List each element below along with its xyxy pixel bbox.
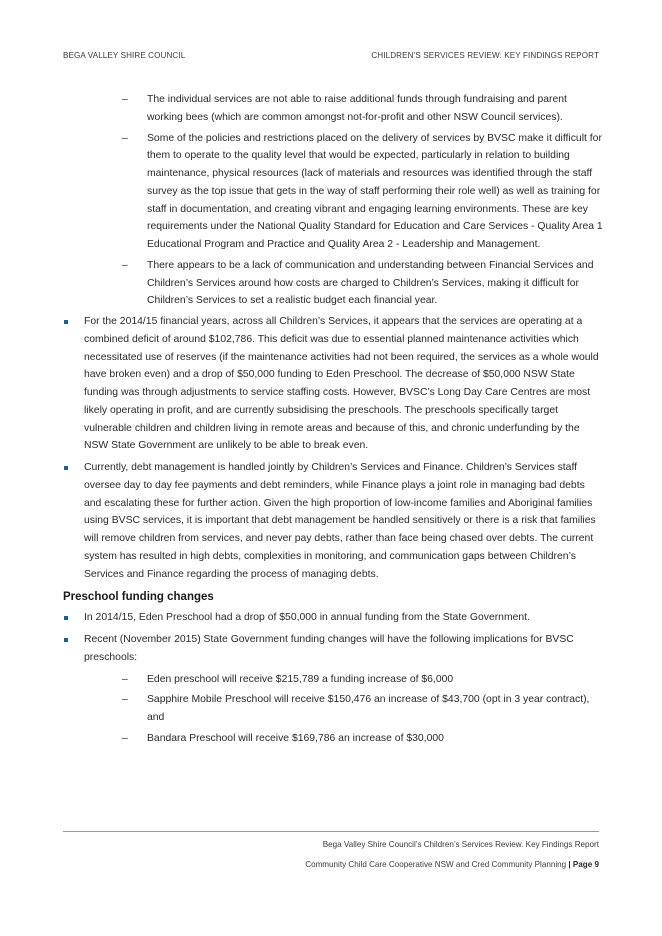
subpoint-text: There appears to be a lack of communication and understanding between Financial Services and Children’s Services around how costs are charged to Children’s Services, making it difficult for Children’s Services to set a realistic budget each financial year.	[147, 259, 594, 307]
dash-marker: –	[122, 673, 128, 685]
header-council-name: BEGA VALLEY SHIRE COUNCIL	[63, 51, 186, 60]
bullet-item	[63, 459, 603, 583]
subpoint	[63, 91, 603, 127]
dash-marker: –	[122, 94, 128, 105]
page-number: Page 9	[570, 860, 599, 869]
square-bullet-icon	[64, 638, 68, 642]
square-bullet-icon	[64, 616, 68, 620]
dash-marker: –	[122, 694, 128, 706]
subpoint	[63, 130, 603, 254]
subpoint	[63, 691, 603, 727]
footer-report-title: Bega Valley Shire Council’s Children’s Services Review. Key Findings Report	[322, 840, 599, 849]
subpoint	[63, 730, 603, 748]
header-report-title: CHILDREN’S SERVICES REVIEW: KEY FINDINGS REPORT	[371, 51, 599, 60]
dash-marker: –	[122, 132, 128, 144]
subpoint-text: Some of the policies and restrictions placed on the delivery of services by BVSC make it difficult for them to operate to the quality level that would be expected, particularly in relation to building maintenance, physical resources (lack of materials and resources was identified through the staff survey as the top issue that gets in the way of staff performing their role well) as well as training for staff in documentation, and creating vibrant and engaging learning environments. These are key requirements under the National Quality Standard for Education and Care Services - Quality Area 1 Educational Program and Practice and Quality Area 2 - Leadership and Management.	[147, 132, 603, 250]
body-content	[63, 91, 603, 751]
footer-authors: Community Child Care Cooperative NSW and Cred Community Planning	[305, 860, 569, 869]
running-header	[63, 51, 599, 60]
subpoint	[63, 671, 603, 689]
bullet-text: For the 2014/15 financial years, across all Children’s Services, it appears that the services are operating at a combined deficit of around $102,786. This deficit was due to essential planned maintenance activities which necessitated use of reserves (if the maintenance activities had not been required, the services as a whole would have broken even) and a drop of $50,000 funding to Eden Preschool. The decrease of $50,000 NSW State funding was through adjustments to service staffing costs. However, BVSC’s Long Day Care Centres are most likely operating in profit, and are currently subsidising the preschools. The preschools specifically target vulnerable children and children living in remote areas and because of this, and chronic underfunding by the NSW State Government are unlikely to be able to break even.	[84, 316, 599, 452]
dash-marker: –	[122, 259, 128, 271]
subpoint-text: Sapphire Mobile Preschool will receive $150,476 an increase of $43,700 (opt in 3 year contract), and	[147, 694, 590, 723]
subpoint-text: Bandara Preschool will receive $169,786 an increase of $30,000	[147, 732, 444, 744]
bullet-item	[63, 631, 603, 667]
subpoint-text: Eden preschool will receive $215,789 a funding increase of $6,000	[147, 673, 454, 685]
bullet-text: Recent (November 2015) State Government funding changes will have the following implications for BVSC preschools:	[84, 634, 574, 663]
dash-marker: –	[122, 732, 128, 744]
bullet-text: In 2014/15, Eden Preschool had a drop of $50,000 in annual funding from the State Government.	[84, 612, 530, 624]
footer-credits	[305, 860, 599, 869]
bullet-text: Currently, debt management is handled jointly by Children’s Services and Finance. Children’s Services staff oversee day to day fee payments and debt reminders, while Finance plays a joint role in managing bad debts and escalating these for further action. Given the high proportion of low-income families and Aboriginal families using BVSC services, it is important that debt management be handled sensitively or there is a risk that families will remove children from services, and never pay debts, rather than face being chased over debts. The current system has resulted in high debts, complexities in monitoring, and communication gaps between Children’s Services and Finance regarding the process of managing debts.	[84, 462, 596, 580]
subpoint-text: The individual services are not able to raise additional funds through fundraising and parent working bees (which are common amongst not-for-profit and other NSW Council services).	[147, 94, 567, 123]
square-bullet-icon	[64, 320, 68, 324]
footer-separator: |	[568, 860, 571, 869]
square-bullet-icon	[64, 466, 68, 470]
subpoint	[63, 257, 603, 310]
bullet-item	[63, 609, 603, 627]
footer-divider	[63, 831, 599, 832]
section-heading: Preschool funding changes	[63, 591, 214, 604]
bullet-item	[63, 313, 603, 455]
